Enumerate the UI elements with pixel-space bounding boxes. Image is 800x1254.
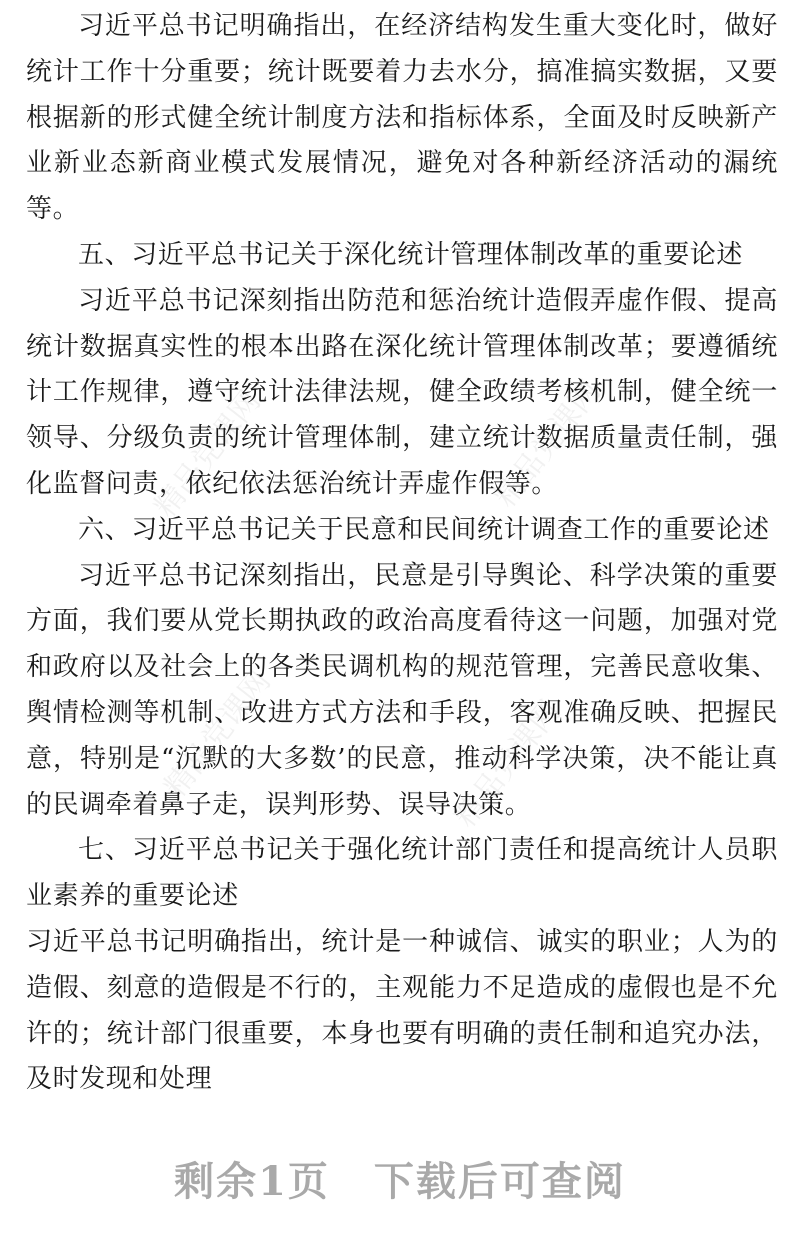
watermark-text: 精品党课网 [147,384,268,525]
paragraph-department-responsibility: 习近平总书记明确指出，统计是一种诚信、诚实的职业；人为的造假、刻意的造假是不行的，主观能力不足造成的虚假也是不允许的；统计部门很重要，本身也要有明确的责任制和追究办法，及时发现和处理 [26,926,778,1095]
remaining-pages-notice [0,1150,800,1207]
section-heading-6: 六、习近平总书记关于民意和民间统计调查工作的重要论述 [78,514,770,545]
watermark-text: 精品党课网 [447,694,568,835]
download-to-view-label: 下载后可查阅 [373,1158,626,1205]
paragraph-statistics-importance: 习近平总书记明确指出，在经济结构发生重大变化时，做好统计工作十分重要；统计既要着力去水分，搞准搞实数据，又要根据新的形式健全统计制度方法和指标体系，全面及时反映新产业新业态新商业模式发展情况，避免对各种新经济活动的漏统等。 [26,11,778,225]
section-heading-5: 五、习近平总书记关于深化统计管理体制改革的重要论述 [78,239,744,270]
watermark-text: 精品党课网 [487,374,608,515]
paragraph-public-opinion: 习近平总书记深刻指出，民意是引导舆论、科学决策的重要方面，我们要从党长期执政的政治高度看待这一问题，加强对党和政府以及社会上的各类民调机构的规范管理，完善民意收集、舆情检测等机制、改进方式方法和手段，客观准确反映、把握民意，特别是“沉默的大多数’的民意，推动科学决策，决不能让真的民调牵着鼻子走，误判形势、误导决策。 [26,560,778,820]
remaining-pages-label: 剩余1页 [174,1158,330,1205]
document-body [26,0,778,1103]
watermark-text: 精品党课网 [157,664,278,805]
section-heading-7: 七、习近平总书记关于强化统计部门责任和提高统计人员职业素养的重要论述 [26,835,778,912]
paragraph-management-reform: 习近平总书记深刻指出防范和惩治统计造假弄虚作假、提高统计数据真实性的根本出路在深化统计管理体制改革；要遵循统计工作规律，遵守统计法律法规，健全政绩考核机制，健全统一领导、分级负责的统计管理体制，建立统计数据质量责任制，强化监督问责，依纪依法惩治统计弄虚作假等。 [26,285,778,499]
